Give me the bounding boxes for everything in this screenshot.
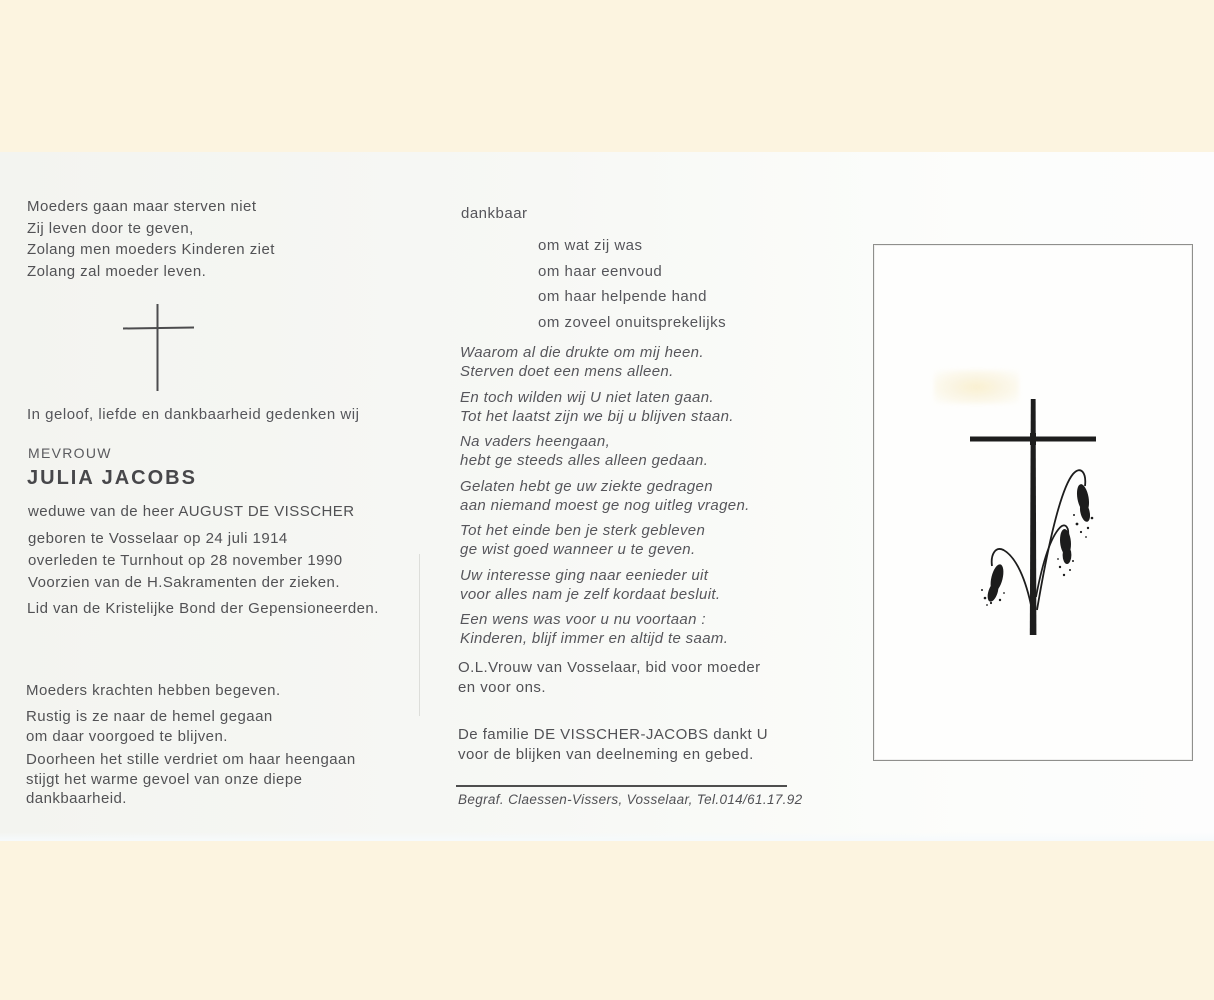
poem-line: Moeders gaan maar sterven niet xyxy=(27,198,257,215)
verse-line: ge wist goed wanneer u te geven. xyxy=(460,541,696,558)
illustration-frame xyxy=(873,244,1193,761)
prayer-text xyxy=(458,658,761,697)
gratitude-list xyxy=(538,233,726,336)
verse-line: hebt ge steeds alles alleen gedaan. xyxy=(460,452,709,469)
honorific: MEVROUW xyxy=(28,445,112,461)
gratitude-item: om wat zij was xyxy=(538,237,643,254)
verse-line: voor alles nam je zelf kordaat besluit. xyxy=(460,585,721,603)
cross-with-grasses-illustration xyxy=(874,245,1192,760)
gratitude-item: om haar helpende hand xyxy=(538,288,707,306)
verse-line: aan niemand moest ge nog uitleg vragen. xyxy=(460,496,750,514)
scan-smudge xyxy=(934,370,1019,404)
verse-line: Een wens was voor u nu voortaan : xyxy=(460,611,706,628)
verse-couplet xyxy=(460,388,750,426)
deceased-name: JULIA JACOBS xyxy=(27,467,197,489)
scan-crease-line xyxy=(419,554,420,716)
sacraments-line: Voorzien van de H.Sakramenten der zieken. xyxy=(28,574,340,591)
verse-line: En toch wilden wij U niet laten gaan. xyxy=(460,388,714,406)
footer-divider xyxy=(456,785,787,787)
poem-line: om daar voorgoed te blijven. xyxy=(26,727,228,745)
cross-icon xyxy=(116,300,200,396)
verse-couplet xyxy=(460,477,750,515)
closing-poem-stanza-2 xyxy=(26,707,273,746)
seed-head-left xyxy=(981,563,1006,606)
poem-line: Zij leven door te geven, xyxy=(27,219,194,237)
verse-line: Gelaten hebt ge uw ziekte gedragen xyxy=(460,477,713,495)
poem-line: Zolang zal moeder leven. xyxy=(27,262,207,280)
poem-line: Doorheen het stille verdriet om haar heengaan xyxy=(26,751,356,768)
closing-poem-stanza-1 xyxy=(26,681,281,701)
poem-line: Rustig is ze naar de hemel gegaan xyxy=(26,708,273,725)
verse-couplet xyxy=(460,566,750,604)
birth-line: geboren te Vosselaar op 24 juli 1914 xyxy=(28,530,288,547)
membership-line: Lid van de Kristelijke Bond der Gepensioneerden. xyxy=(27,600,379,617)
undertaker-line: Begraf. Claessen-Vissers, Vosselaar, Tel.014/61.17.92 xyxy=(458,792,803,807)
opening-poem xyxy=(27,196,275,282)
life-events xyxy=(28,528,343,594)
thanks-line: voor de blijken van deelneming en gebed. xyxy=(458,746,754,763)
verse-line: Tot het einde ben je sterk gebleven xyxy=(460,522,706,539)
poem-line: Zolang men moeders Kinderen ziet xyxy=(27,241,275,258)
verse-line: Uw interesse ging naar eenieder uit xyxy=(460,566,709,584)
widow-line: weduwe van de heer AUGUST DE VISSCHER xyxy=(28,503,355,520)
poem-line: stijgt het warme gevoel van onze diepe xyxy=(26,770,303,788)
seed-head-middle xyxy=(1057,529,1074,577)
poem-line: dankbaarheid. xyxy=(26,790,127,807)
dedication-line: In geloof, liefde en dankbaarheid gedenken wij xyxy=(27,406,360,423)
death-line: overleden te Turnhout op 28 november 1990 xyxy=(28,552,343,569)
verse-couplet xyxy=(460,432,750,470)
gratitude-heading: dankbaar xyxy=(461,205,528,222)
verse-couplet xyxy=(460,343,750,381)
gratitude-item: om zoveel onuitsprekelijks xyxy=(538,314,727,332)
seed-head-right xyxy=(1073,483,1093,538)
verse-line: Tot het laatst zijn we bij u blijven staan. xyxy=(460,407,734,425)
verse-couplet xyxy=(460,610,750,648)
verse-line: Na vaders heengaan, xyxy=(460,433,611,450)
verse-line: Kinderen, blijf immer en altijd te saam. xyxy=(460,630,729,647)
family-thanks xyxy=(458,725,768,765)
gratitude-item: om haar eenvoud xyxy=(538,262,663,280)
verse-block xyxy=(460,343,750,655)
verse-line: Waarom al die drukte om mij heen. xyxy=(460,344,704,361)
thanks-line: De familie DE VISSCHER-JACOBS dankt U xyxy=(458,726,769,743)
closing-poem-stanza-3 xyxy=(26,750,356,809)
poem-line: Moeders krachten hebben begeven. xyxy=(26,682,281,699)
prayer-line: en voor ons. xyxy=(458,678,546,696)
memorial-card-scan xyxy=(0,152,1214,841)
prayer-line: O.L.Vrouw van Vosselaar, bid voor moeder xyxy=(458,659,761,676)
verse-couplet xyxy=(460,521,750,559)
verse-line: Sterven doet een mens alleen. xyxy=(460,363,674,380)
